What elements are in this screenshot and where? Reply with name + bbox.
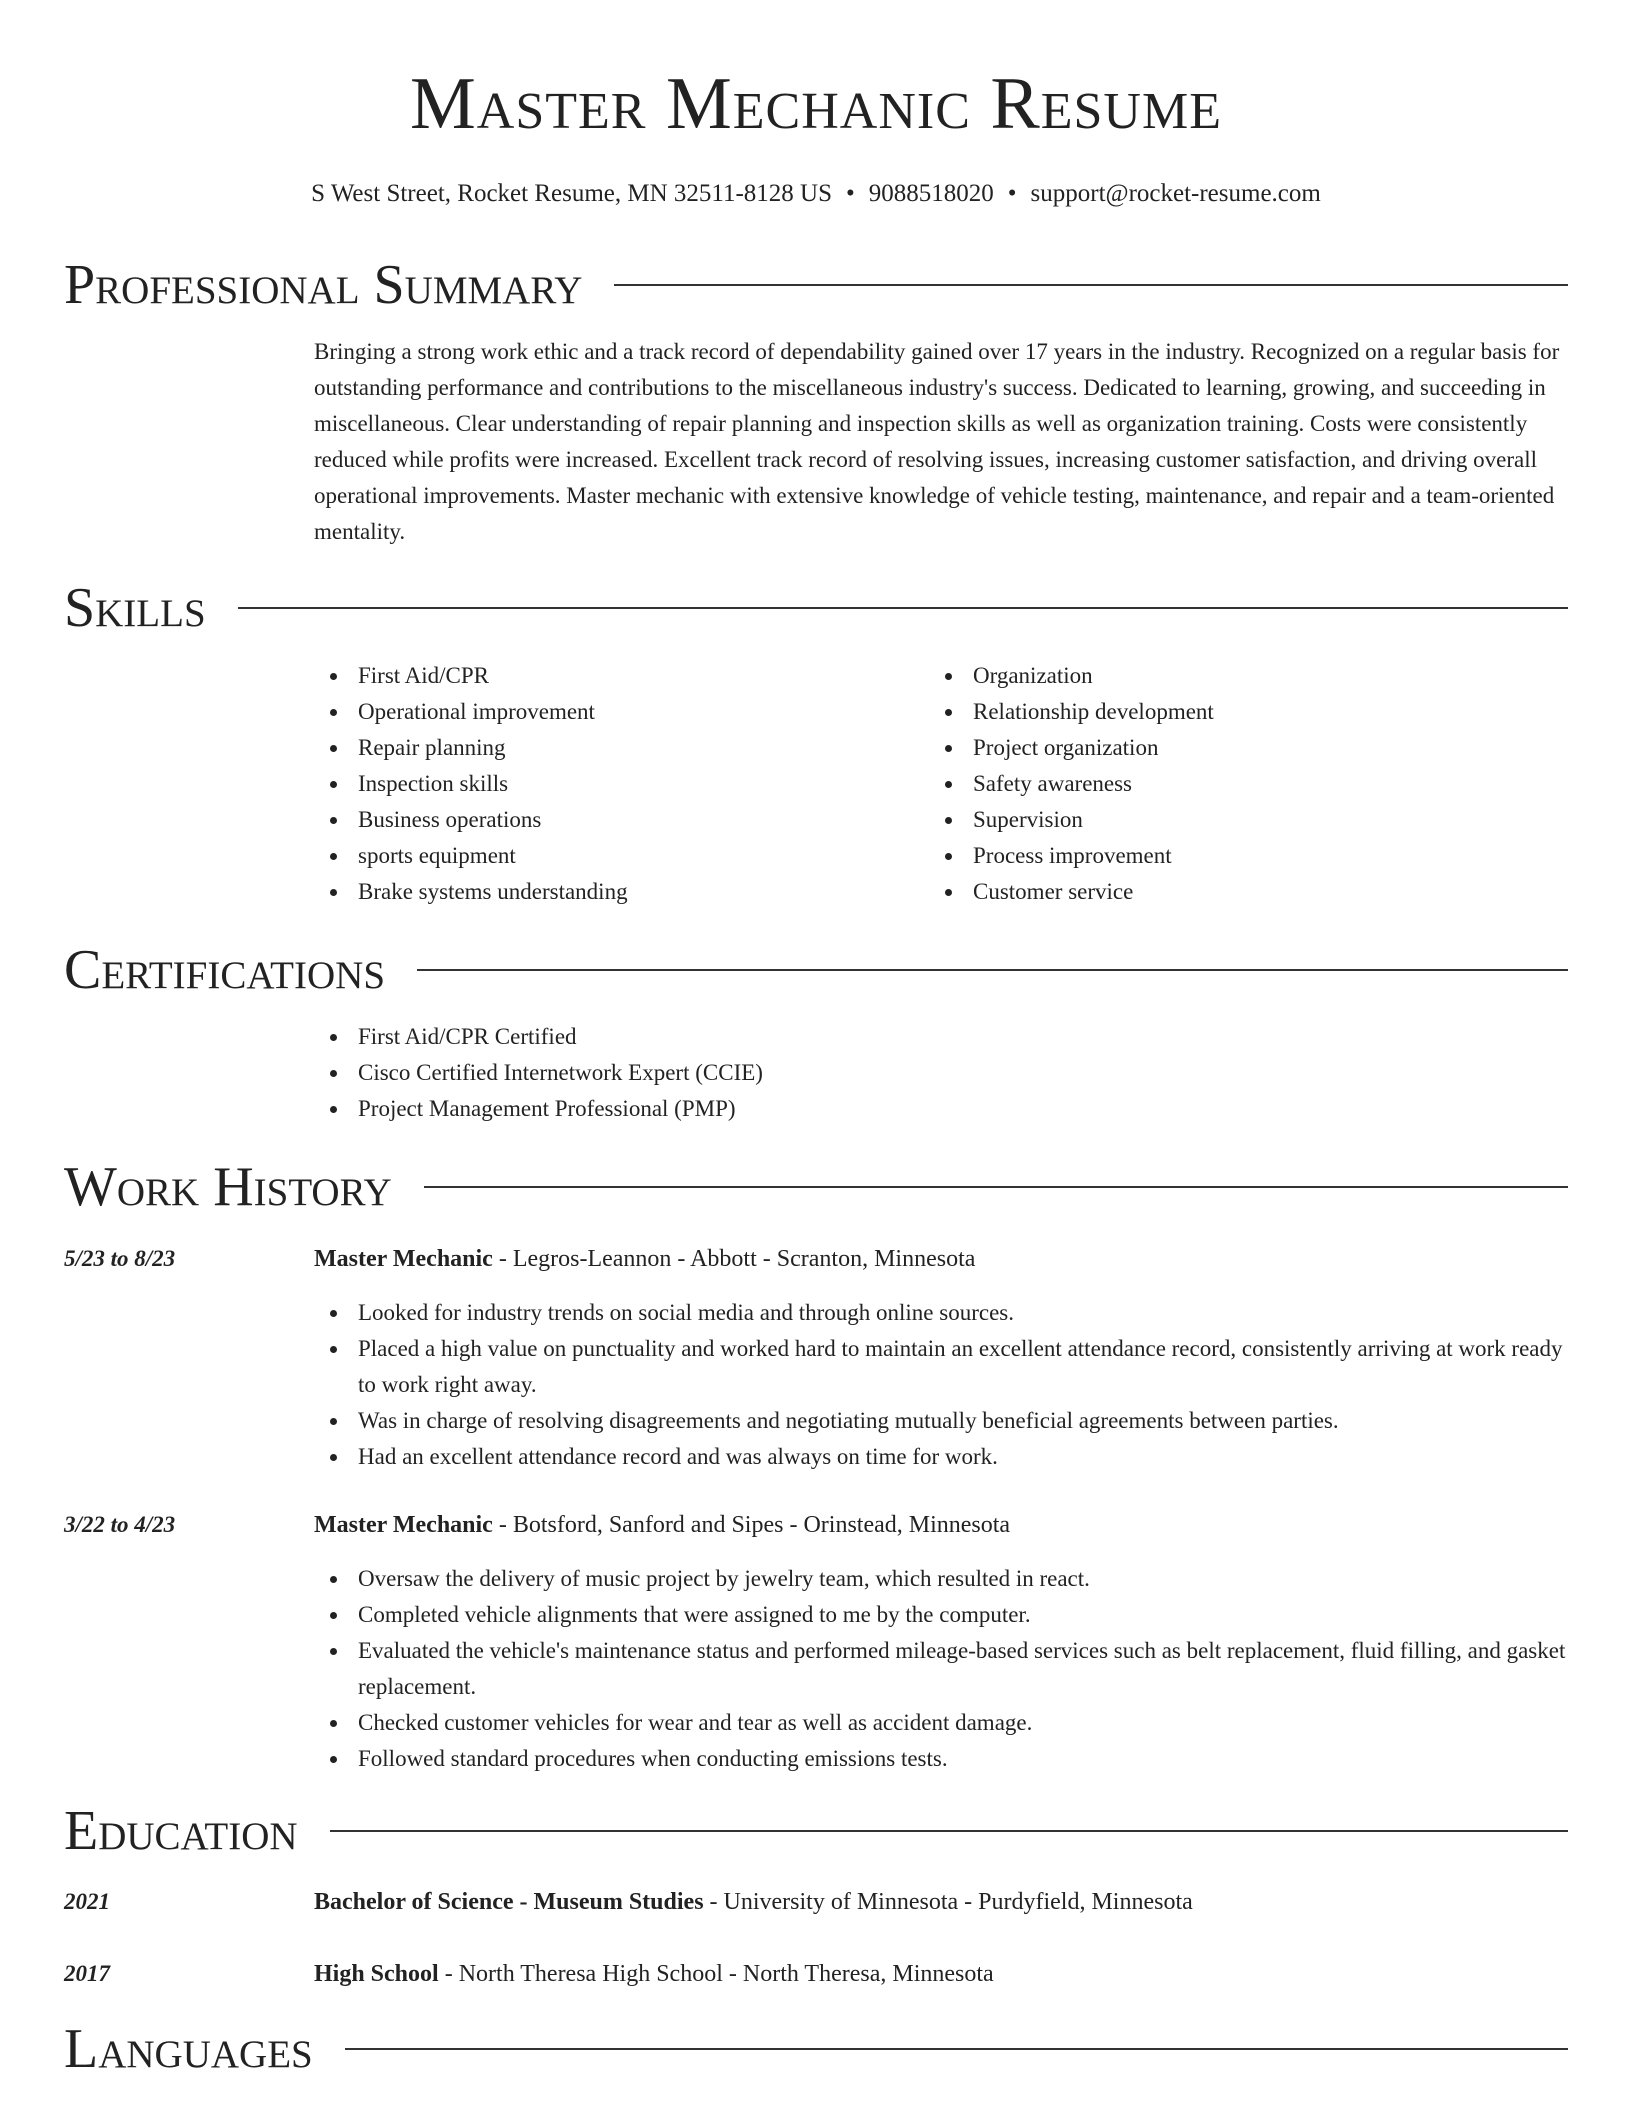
skill-item: Customer service: [929, 874, 1544, 910]
contact-phone: 9088518020: [868, 180, 994, 207]
section-divider: [424, 1186, 1568, 1188]
education-section-header: [64, 1801, 1568, 1861]
work-dates: 5/23 to 8/23: [64, 1246, 176, 1271]
job-title: Master Mechanic: [314, 1246, 493, 1272]
work-bullet: Placed a high value on punctuality and worked hard to maintain an excellent attendance record, consistently arriving at work ready to work right away.: [314, 1331, 1568, 1403]
skill-item: Supervision: [929, 802, 1544, 838]
contact-email: support@rocket-resume.com: [1030, 180, 1321, 207]
skills-block: [314, 658, 1568, 910]
certification-item: First Aid/CPR Certified: [314, 1019, 1568, 1055]
skills-list-right: [929, 658, 1544, 910]
skill-item: Project organization: [929, 730, 1544, 766]
skills-section-header: [64, 578, 1568, 638]
skills-list-left: [314, 658, 929, 910]
work-heading: Work History: [64, 1156, 392, 1218]
job-title: Master Mechanic: [314, 1512, 493, 1538]
skill-item: First Aid/CPR: [314, 658, 929, 694]
skill-item: Repair planning: [314, 730, 929, 766]
languages-section-header: [64, 2019, 1568, 2079]
certification-item: Cisco Certified Internetwork Expert (CCIE): [314, 1055, 1568, 1091]
skill-item: Organization: [929, 658, 1544, 694]
education-headline: [314, 1956, 1568, 1992]
skill-item: sports equipment: [314, 838, 929, 874]
contact-address: S West Street, Rocket Resume, MN 32511-8128 US: [311, 180, 833, 207]
section-divider: [345, 2048, 1568, 2050]
certifications-section-header: [64, 940, 1568, 1000]
education-year: 2021: [64, 1889, 110, 1914]
education-headline: [314, 1884, 1568, 1920]
work-bullet: Followed standard procedures when conducting emissions tests.: [314, 1741, 1568, 1777]
section-divider: [614, 284, 1568, 286]
contact-separator: •: [846, 180, 855, 207]
work-dates: 3/22 to 4/23: [64, 1512, 176, 1537]
languages-heading: Languages: [64, 2018, 313, 2080]
work-bullets: [314, 1561, 1568, 1777]
work-bullet: Checked customer vehicles for wear and tear as well as accident damage.: [314, 1705, 1568, 1741]
skill-item: Process improvement: [929, 838, 1544, 874]
degree: Bachelor of Science - Museum Studies: [314, 1889, 704, 1915]
work-section-header: [64, 1157, 1568, 1217]
education-year: 2017: [64, 1961, 110, 1986]
summary-block: [314, 334, 1568, 550]
resume-title: Master Mechanic Resume: [410, 63, 1222, 145]
education-heading: Education: [64, 1800, 298, 1862]
work-bullet: Oversaw the delivery of music project by jewelry team, which resulted in react.: [314, 1561, 1568, 1597]
work-bullet: Looked for industry trends on social media and through online sources.: [314, 1295, 1568, 1331]
work-headline: [314, 1241, 1568, 1277]
school: - North Theresa High School - North Theresa, Minnesota: [438, 1961, 994, 1987]
summary-section-header: [64, 255, 1568, 315]
certifications-block: [314, 1019, 1568, 1127]
skill-item: Operational improvement: [314, 694, 929, 730]
contact-line: [0, 177, 1632, 211]
work-bullet: Was in charge of resolving disagreements and negotiating mutually beneficial agreements between parties.: [314, 1403, 1568, 1439]
skill-item: Brake systems understanding: [314, 874, 929, 910]
skill-item: Safety awareness: [929, 766, 1544, 802]
summary-text: Bringing a strong work ethic and a track record of dependability gained over 17 years in the industry. Recognized on a regular basis for outstanding performance and contributions to the miscellaneous industry's success. Dedicated to learning, growing, and succeeding in miscellaneous. Clear understanding of repair planning and inspection skills as well as organization training. Costs were consistently reduced while profits were increased. Excellent track record of resolving issues, increasing customer satisfaction, and driving overall operational improvements. Master mechanic with extensive knowledge of vehicle testing, maintenance, and repair and a team-oriented mentality.: [314, 339, 1560, 544]
section-divider: [330, 1830, 1568, 1832]
skill-item: Relationship development: [929, 694, 1544, 730]
work-bullet: Evaluated the vehicle's maintenance status and performed mileage-based services such as belt replacement, fluid filling, and gasket replacement.: [314, 1633, 1568, 1705]
school: - University of Minnesota - Purdyfield, Minnesota: [703, 1889, 1193, 1915]
skills-heading: Skills: [64, 577, 206, 639]
skills-grid: [314, 658, 1568, 910]
section-divider: [238, 607, 1568, 609]
work-bullet: Had an excellent attendance record and was always on time for work.: [314, 1439, 1568, 1475]
work-bullet: Completed vehicle alignments that were assigned to me by the computer.: [314, 1597, 1568, 1633]
work-bullets: [314, 1295, 1568, 1475]
certifications-list: [314, 1019, 1568, 1127]
section-divider: [417, 969, 1568, 971]
degree: High School: [314, 1961, 439, 1987]
work-headline: [314, 1507, 1568, 1543]
contact-separator: •: [1007, 180, 1017, 207]
certifications-heading: Certifications: [64, 939, 386, 1001]
certification-item: Project Management Professional (PMP): [314, 1091, 1568, 1127]
skill-item: Business operations: [314, 802, 929, 838]
job-employer: - Legros-Leannon - Abbott - Scranton, Minnesota: [492, 1246, 976, 1272]
skill-item: Inspection skills: [314, 766, 929, 802]
job-employer: - Botsford, Sanford and Sipes - Orinstead, Minnesota: [492, 1512, 1011, 1538]
summary-heading: Professional Summary: [64, 254, 583, 316]
